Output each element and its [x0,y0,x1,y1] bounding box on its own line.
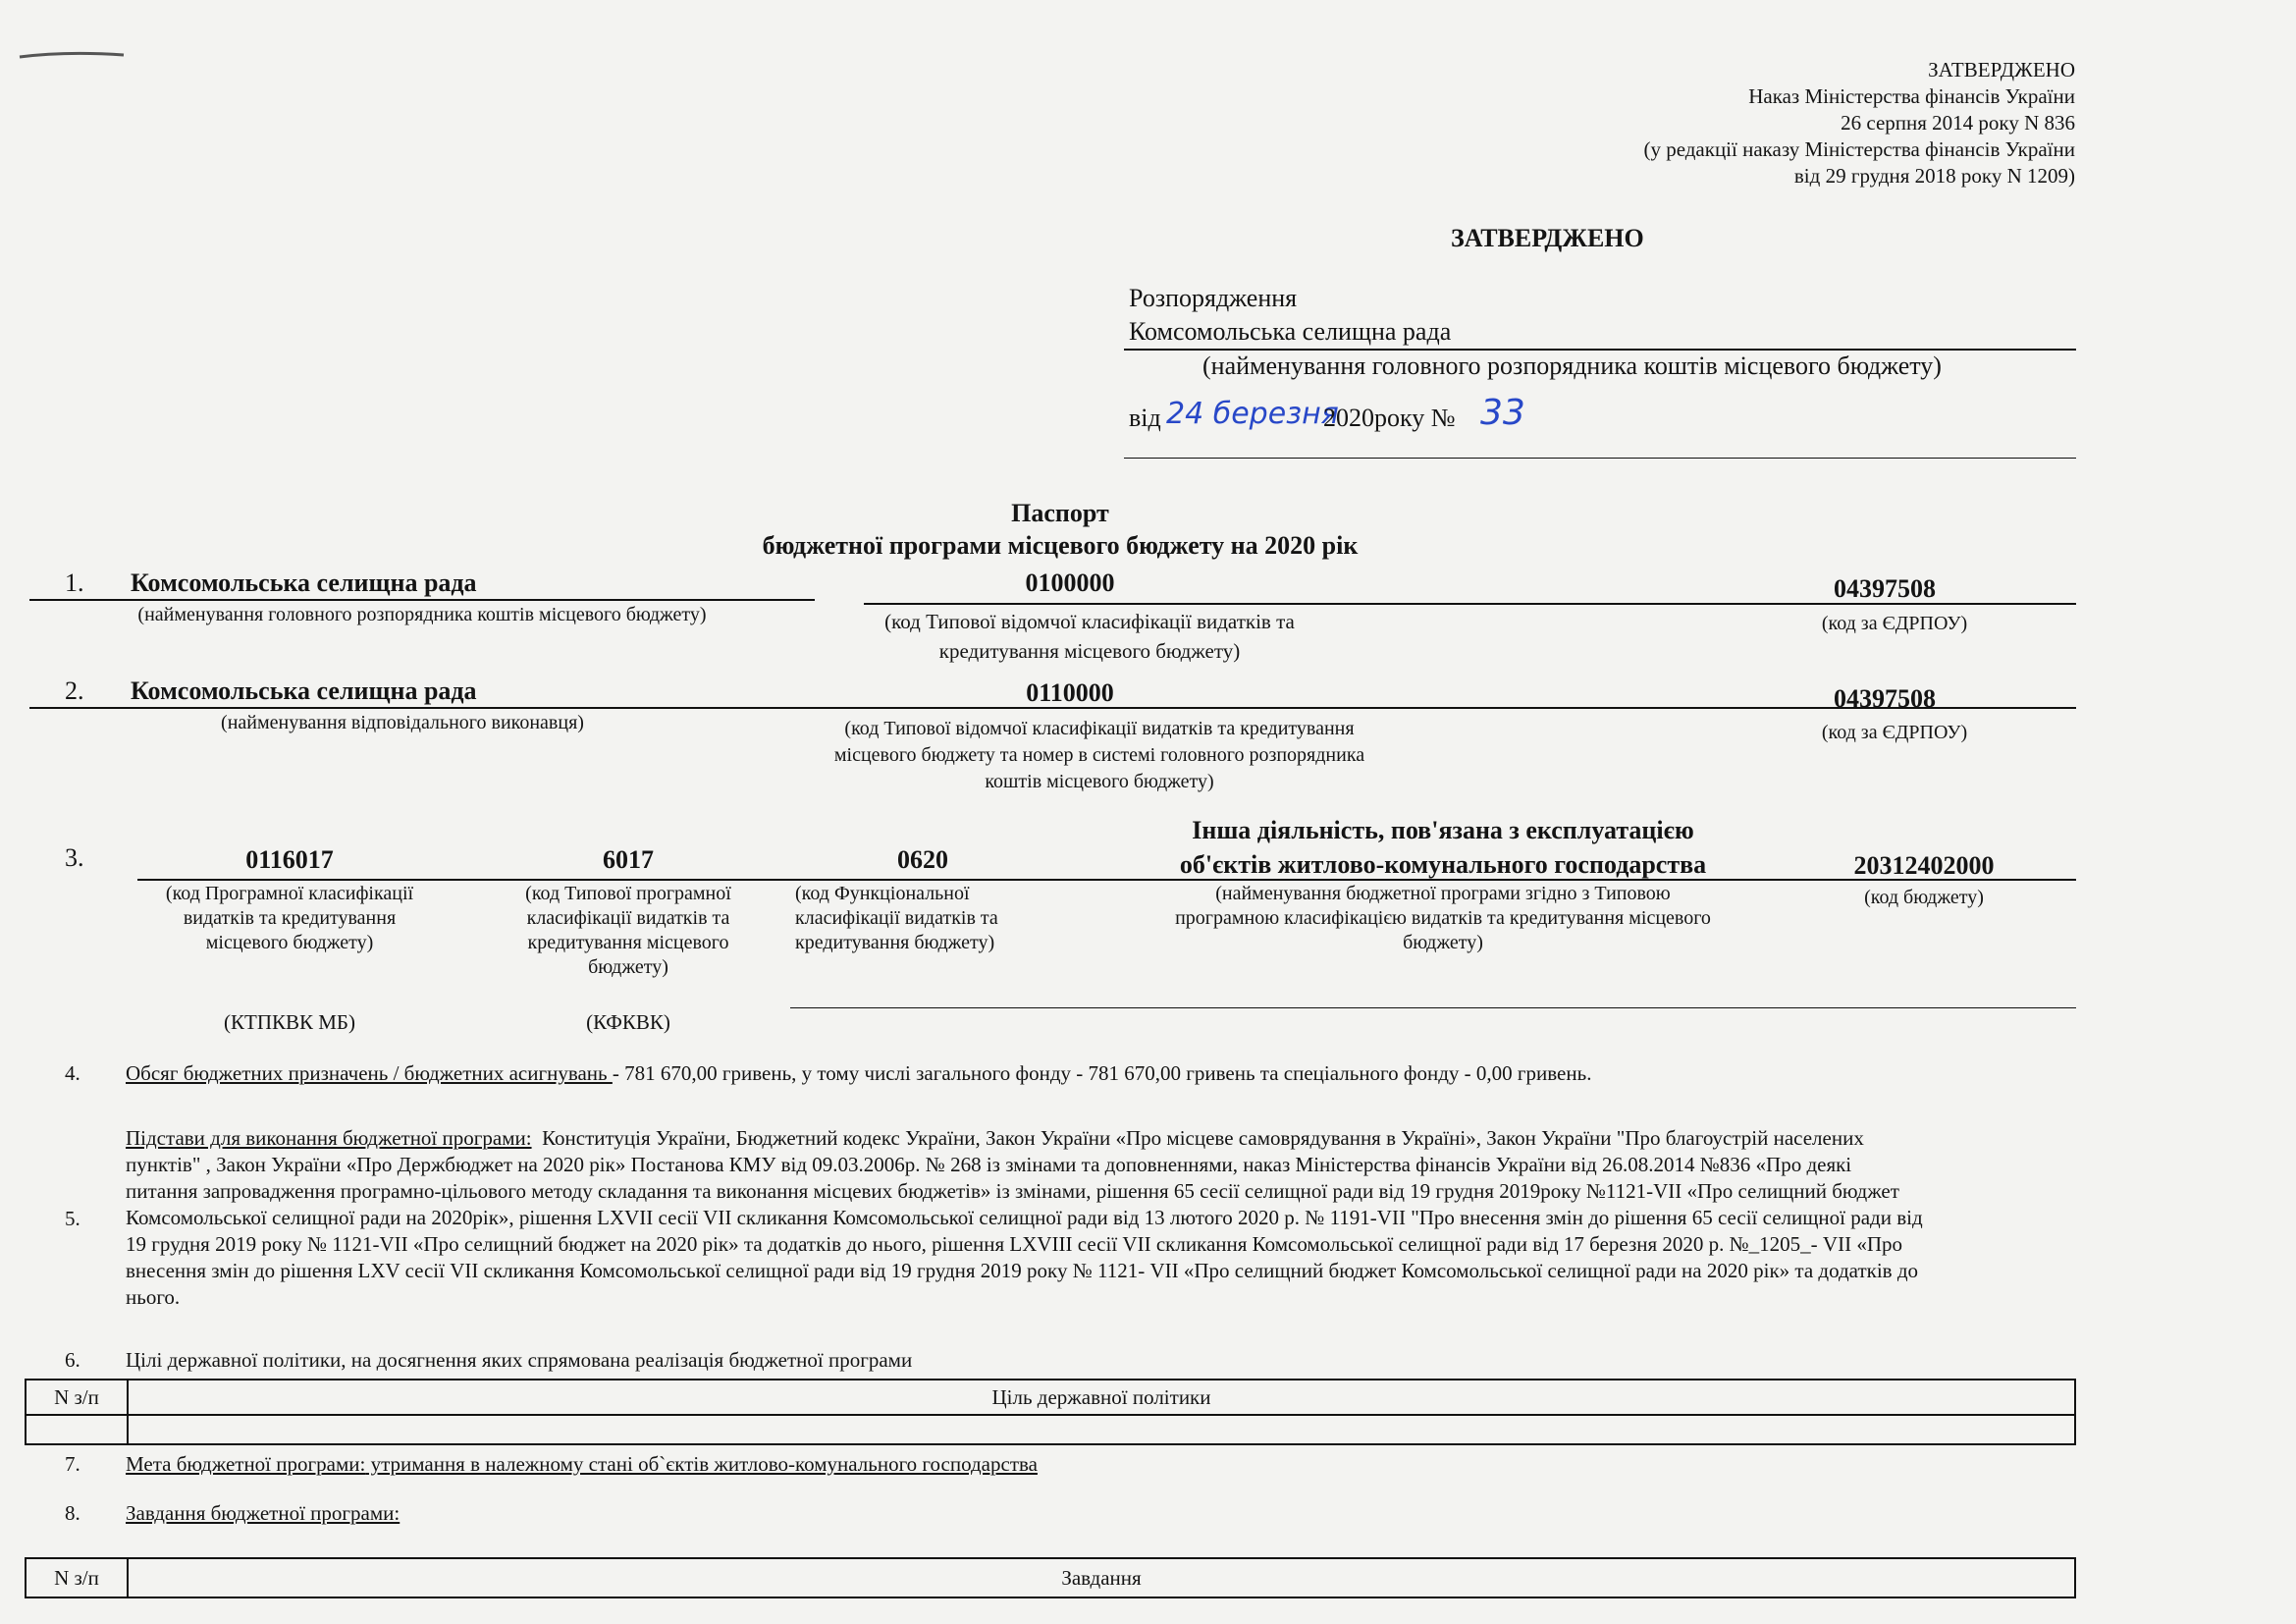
section8-col-task: Завдання [128,1558,2075,1597]
section4-number: 4. [65,1061,80,1085]
passport-subtitle: бюджетної програми місцевого бюджету на 2020 рік [762,531,1359,560]
section3-caption-budget: (код бюджету) [1864,887,1984,908]
section5-line-5: внесення змін до рішення LXV сесії VII скликання Комсомольської селищної ради від 19 грудня 2019 року № 1121- VII «Про селищний бюджет Комсомольської селищної ради на 2020 рік» та додатків до [126,1259,1919,1282]
section6-text: Цілі державної політики, на досягнення яких спрямована реалізація бюджетної програми [126,1348,913,1372]
approval-stamp [1486,57,2075,189]
section3-caption-kfkvk [491,882,766,980]
section3-caption-kfkvk-1: (код Типової програмної [525,883,731,904]
section2-code: 0110000 [1026,678,1114,707]
section3-ktpkvk: 0116017 [245,845,334,874]
section1-caption-name: (найменування головного розпорядника коштів місцевого бюджету) [137,604,707,625]
section2-caption-edrpou: (код за ЄДРПОУ) [1821,722,1968,743]
approval-stamp-line3: (у редакції наказу Міністерства фінансів України [1643,137,2075,161]
approval-stamp-line2: 26 серпня 2014 року N 836 [1841,111,2075,135]
table-cell [128,1415,2075,1444]
section3-func-code: 0620 [897,845,948,874]
section3-program-name-1: Інша діяльність, пов'язана з експлуатацією [1192,816,1694,844]
section3-caption-func [795,882,1090,955]
section3-caption-name [1119,882,1767,955]
section5-line-0 [126,1125,2079,1152]
table-row [26,1380,2075,1415]
section3-caption-ktpkvk-1: (код Програмної класифікації [165,883,414,904]
approved-org-name: Комсомольська селищна рада [1129,317,1452,346]
section3-caption-name-3: бюджету) [1403,932,1483,953]
section2-name: Комсомольська селищна рада [131,677,477,705]
section7-number: 7. [65,1452,80,1476]
approved-doc-type: Розпорядження [1129,284,1298,312]
section3-budget-code: 20312402000 [1853,851,1995,880]
section1-caption-code-1: (код Типової відомчої класифікації видатків та [884,610,1295,633]
section7-goal: утримання в належному стані об`єктів житлово-комунального господарства [365,1452,1038,1476]
approved-number-handwritten: 33 [1480,393,1525,433]
section4-label: Обсяг бюджетних призначень / бюджетних асигнувань [126,1061,613,1085]
section4-amounts: - 781 670,00 гривень, у тому числі загального фонду - 781 670,00 гривень та спеціального фонду - 0,00 гривень. [612,1061,1592,1085]
section3-caption-name-1: (найменування бюджетної програми згідно з Типовою [1215,883,1671,904]
section6-col-num: N з/п [26,1380,128,1415]
section3-caption-ktpkvk-3: місцевого бюджету) [205,932,374,953]
section1-name-underline [29,599,815,601]
passport-title: Паспорт [1011,499,1109,527]
section3-program-name-2: об'єктів житлово-комунального господарства [1179,850,1707,879]
section5-number: 5. [65,1207,80,1230]
approved-date-handwritten: 24 березня [1166,397,1339,431]
section8-number: 8. [65,1501,80,1525]
table-cell [26,1415,128,1444]
section2-caption-name: (найменування відповідального виконавця) [221,712,584,733]
section2-caption-code-3: коштів місцевого бюджету) [985,771,1214,792]
section1-edrpou: 04397508 [1834,574,1936,603]
section8-col-num: N з/п [26,1558,128,1597]
section3-caption-ktpkvk [137,882,442,955]
section3-abbr-kfkvk: (КФКВК) [586,1010,670,1034]
section7-label: Мета бюджетної програми: [126,1452,366,1476]
section3-caption-kfkvk-2: класифікації видатків та [526,907,730,929]
section6-col-goal: Ціль державної політики [128,1380,2075,1415]
approved-date-prefix: від [1129,404,1161,432]
section2-caption-code-2: місцевого бюджету та номер в системі головного розпорядника [833,744,1365,766]
table-row [26,1558,2075,1597]
section3-caption-func-1: (код Функціональної [795,883,970,904]
section3-kfkvk: 6017 [603,845,654,874]
approval-stamp-title: ЗАТВЕРДЖЕНО [1928,58,2075,81]
section5-line-2: питання запровадження програмно-цільового методу складання та виконання місцевих бюджетів» із змінами, рішення 65 сесії селищної ради від 19 грудня 2019року №1121-VII «Про селищний бюджет [126,1179,1899,1203]
section1-caption-code-2: кредитування місцевого бюджету) [938,639,1241,663]
section1-number: 1. [65,568,84,597]
section8-tasks-table [25,1557,2076,1598]
section3-caption-kfkvk-3: кредитування місцевого [527,932,729,953]
section3-lower-line [790,1007,2076,1008]
approval-stamp-line4: від 29 грудня 2018 року N 1209) [1793,164,2075,188]
section5-line-0-text: Конституція України, Бюджетний кодекс України, Закон України «Про місцеве самоврядування в Україні», Закон України "Про благоустрій населених [542,1126,1864,1150]
section5-basis [126,1125,2079,1311]
section3-caption-func-2: класифікації видатків та [795,907,998,929]
approved-org-caption: (найменування головного розпорядника коштів місцевого бюджету) [1202,352,1942,380]
section2-underline [29,707,2076,709]
section5-line-4: 19 грудня 2019 року № 1121-VII «Про селищний бюджет на 2020 рік» та додатків до нього, рішення LXVIII сесії VII скликання Комсомольської селищної ради від 17 березня 2020 р. №_1205_- VII «Про [126,1232,1902,1256]
staple-mark [18,51,126,61]
section3-underline [137,879,2076,881]
section1-code: 0100000 [1025,568,1115,597]
section3-caption-func-3: кредитування бюджету) [795,932,995,953]
section6-goals-table [25,1379,2076,1445]
section5-label: Підстави для виконання бюджетної програми: [126,1126,532,1150]
section8-label: Завдання бюджетної програми: [126,1501,400,1525]
section3-abbr-ktpkvk: (КТПКВК МБ) [224,1010,355,1034]
section5-line-1: пунктів" , Закон України «Про Держбюджет на 2020 рік» Постанова КМУ від 09.03.2006р. № 268 із змінами та доповненнями, наказ Міністерства фінансів України від 26.08.2014 №836 «Про деякі [126,1153,1852,1176]
section3-caption-name-2: програмною класифікацією видатків та кредитування місцевого [1175,907,1711,929]
section4-text [126,1060,2089,1087]
section2-caption-code-1: (код Типової відомчої класифікації видатків та кредитування [844,718,1355,739]
section1-code-underline [864,603,2076,605]
section2-number: 2. [65,677,84,705]
section5-line-6: нього. [126,1285,181,1309]
section6-number: 6. [65,1348,80,1372]
section3-caption-kfkvk-4: бюджету) [588,956,668,978]
table-row [26,1415,2075,1444]
approved-date-suffix: 2020року № [1323,404,1456,432]
section1-name: Комсомольська селищна рада [131,568,477,597]
section2-edrpou: 04397508 [1834,684,1936,713]
approval-stamp-line1: Наказ Міністерства фінансів України [1748,84,2075,108]
section3-caption-ktpkvk-2: видатків та кредитування [183,907,397,929]
section3-number: 3. [65,843,84,872]
section1-caption-edrpou: (код за ЄДРПОУ) [1821,613,1968,634]
approved-date-underline [1124,458,2076,459]
approved-title: ЗАТВЕРДЖЕНО [1451,224,1644,252]
section5-line-3: Комсомольської селищної ради на 2020рік», рішення LXVII сесії VII скликання Комсомольської селищної ради від 13 лютого 2020 р. № 1191-VII "Про внесення змін до рішення 65 сесії селищної ради від [126,1206,1923,1229]
section7-text [126,1451,1339,1478]
